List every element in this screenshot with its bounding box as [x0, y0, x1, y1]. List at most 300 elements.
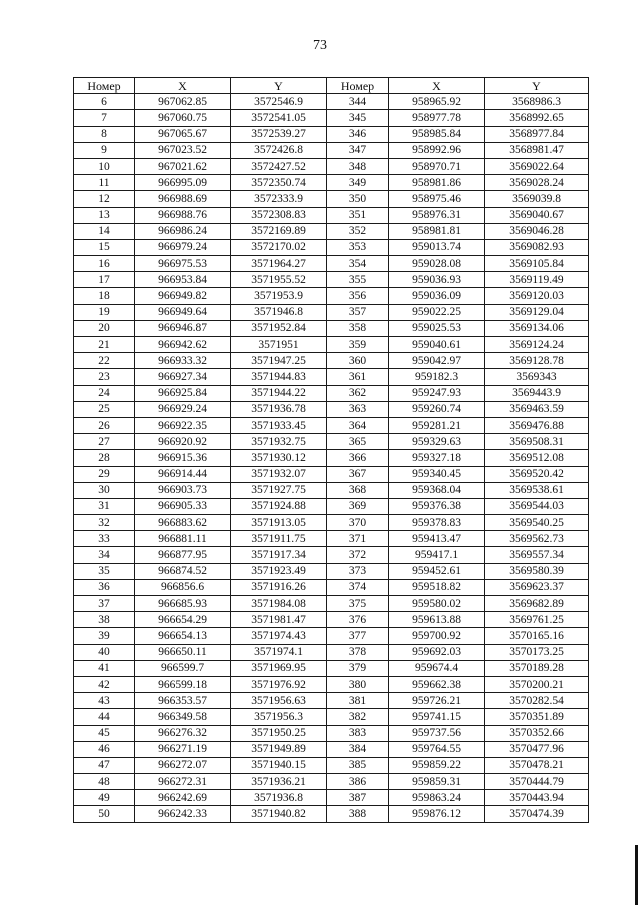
cell-number-right: 345 — [327, 110, 389, 126]
cell-x-left: 966271.19 — [135, 741, 231, 757]
header-x-left: X — [135, 78, 231, 94]
cell-number-right: 371 — [327, 531, 389, 547]
cell-y-right: 3569124.24 — [485, 337, 589, 353]
cell-number-left: 15 — [74, 239, 135, 255]
cell-y-left: 3571984.08 — [231, 596, 327, 612]
cell-y-right: 3570165.16 — [485, 628, 589, 644]
cell-y-left: 3571951 — [231, 337, 327, 353]
cell-x-right: 959413.47 — [389, 531, 485, 547]
cell-number-left: 17 — [74, 272, 135, 288]
cell-x-right: 959726.21 — [389, 693, 485, 709]
cell-x-right: 959260.74 — [389, 401, 485, 417]
cell-number-left: 39 — [74, 628, 135, 644]
cell-number-left: 10 — [74, 158, 135, 174]
cell-x-left: 966922.35 — [135, 417, 231, 433]
header-y-left: Y — [231, 78, 327, 94]
header-x-right: X — [389, 78, 485, 94]
cell-number-left: 22 — [74, 353, 135, 369]
cell-y-left: 3571976.92 — [231, 676, 327, 692]
cell-y-right: 3569508.31 — [485, 434, 589, 450]
cell-x-right: 959327.18 — [389, 450, 485, 466]
cell-x-left: 966599.7 — [135, 660, 231, 676]
table-row — [74, 288, 589, 304]
cell-y-left: 3571911.75 — [231, 531, 327, 547]
cell-y-right: 3569028.24 — [485, 175, 589, 191]
cell-x-right: 959613.88 — [389, 612, 485, 628]
cell-y-right: 3569129.04 — [485, 304, 589, 320]
cell-number-left: 16 — [74, 256, 135, 272]
cell-number-left: 30 — [74, 482, 135, 498]
cell-y-left: 3571950.25 — [231, 725, 327, 741]
table-row — [74, 547, 589, 563]
table-row — [74, 175, 589, 191]
cell-x-left: 966927.34 — [135, 369, 231, 385]
cell-x-right: 959692.03 — [389, 644, 485, 660]
cell-x-right: 959662.38 — [389, 676, 485, 692]
header-number-right: Номер — [327, 78, 389, 94]
cell-y-left: 3571974.1 — [231, 644, 327, 660]
cell-y-right: 3569119.49 — [485, 272, 589, 288]
cell-y-left: 3572426.8 — [231, 142, 327, 158]
cell-number-left: 43 — [74, 693, 135, 709]
cell-number-right: 351 — [327, 207, 389, 223]
cell-number-right: 372 — [327, 547, 389, 563]
table-row — [74, 450, 589, 466]
table-row — [74, 110, 589, 126]
cell-x-left: 966929.24 — [135, 401, 231, 417]
table-row — [74, 628, 589, 644]
cell-x-right: 959247.93 — [389, 385, 485, 401]
cell-number-left: 41 — [74, 660, 135, 676]
cell-number-right: 380 — [327, 676, 389, 692]
cell-x-left: 967062.85 — [135, 94, 231, 110]
cell-x-right: 959376.38 — [389, 498, 485, 514]
cell-x-right: 958981.86 — [389, 175, 485, 191]
cell-number-right: 377 — [327, 628, 389, 644]
cell-x-left: 966856.6 — [135, 579, 231, 595]
cell-y-left: 3571956.3 — [231, 709, 327, 725]
cell-number-right: 384 — [327, 741, 389, 757]
table-row — [74, 806, 589, 822]
cell-number-right: 374 — [327, 579, 389, 595]
cell-x-left: 966915.36 — [135, 450, 231, 466]
cell-x-left: 966942.62 — [135, 337, 231, 353]
cell-x-right: 958970.71 — [389, 158, 485, 174]
cell-number-left: 31 — [74, 498, 135, 514]
cell-number-right: 362 — [327, 385, 389, 401]
cell-x-right: 959368.04 — [389, 482, 485, 498]
cell-number-left: 47 — [74, 757, 135, 773]
cell-number-left: 7 — [74, 110, 135, 126]
cell-number-left: 45 — [74, 725, 135, 741]
header-number-left: Номер — [74, 78, 135, 94]
cell-x-left: 966914.44 — [135, 466, 231, 482]
cell-number-right: 349 — [327, 175, 389, 191]
header-y-right: Y — [485, 78, 589, 94]
table-row — [74, 790, 589, 806]
cell-number-right: 379 — [327, 660, 389, 676]
cell-number-left: 34 — [74, 547, 135, 563]
cell-x-right: 959036.93 — [389, 272, 485, 288]
table-row — [74, 142, 589, 158]
cell-y-left: 3571944.22 — [231, 385, 327, 401]
cell-x-left: 966242.33 — [135, 806, 231, 822]
cell-y-left: 3571927.75 — [231, 482, 327, 498]
table-row — [74, 417, 589, 433]
cell-y-right: 3569540.25 — [485, 515, 589, 531]
cell-x-left: 966949.82 — [135, 288, 231, 304]
cell-y-right: 3569580.39 — [485, 563, 589, 579]
cell-y-right: 3570474.39 — [485, 806, 589, 822]
table-row — [74, 774, 589, 790]
cell-y-left: 3571952.84 — [231, 320, 327, 336]
cell-x-left: 966654.29 — [135, 612, 231, 628]
cell-number-left: 27 — [74, 434, 135, 450]
cell-number-right: 364 — [327, 417, 389, 433]
cell-x-left: 966883.62 — [135, 515, 231, 531]
page-number: 73 — [313, 38, 327, 53]
table-row — [74, 320, 589, 336]
cell-y-right: 3569544.03 — [485, 498, 589, 514]
cell-y-left: 3571949.89 — [231, 741, 327, 757]
cell-x-right: 959859.22 — [389, 757, 485, 773]
cell-number-right: 388 — [327, 806, 389, 822]
cell-x-right: 959700.92 — [389, 628, 485, 644]
cell-number-right: 353 — [327, 239, 389, 255]
cell-x-left: 966905.33 — [135, 498, 231, 514]
table-row — [74, 579, 589, 595]
cell-number-left: 24 — [74, 385, 135, 401]
table-row — [74, 401, 589, 417]
cell-number-right: 344 — [327, 94, 389, 110]
cell-y-right: 3569557.34 — [485, 547, 589, 563]
cell-y-left: 3572427.52 — [231, 158, 327, 174]
cell-number-right: 370 — [327, 515, 389, 531]
cell-x-right: 959580.02 — [389, 596, 485, 612]
table-row — [74, 693, 589, 709]
cell-number-right: 376 — [327, 612, 389, 628]
cell-number-left: 36 — [74, 579, 135, 595]
cell-number-right: 348 — [327, 158, 389, 174]
cell-x-right: 959040.61 — [389, 337, 485, 353]
cell-y-right: 3569105.84 — [485, 256, 589, 272]
cell-y-right: 3569463.59 — [485, 401, 589, 417]
cell-x-left: 966349.58 — [135, 709, 231, 725]
table-row — [74, 482, 589, 498]
table-row — [74, 337, 589, 353]
cell-y-left: 3571923.49 — [231, 563, 327, 579]
cell-y-right: 3569046.28 — [485, 223, 589, 239]
cell-number-left: 32 — [74, 515, 135, 531]
cell-x-left: 967023.52 — [135, 142, 231, 158]
cell-x-left: 966272.07 — [135, 757, 231, 773]
cell-x-right: 959022.25 — [389, 304, 485, 320]
cell-x-left: 966877.95 — [135, 547, 231, 563]
cell-x-left: 966272.31 — [135, 774, 231, 790]
cell-y-left: 3571916.26 — [231, 579, 327, 595]
cell-number-right: 346 — [327, 126, 389, 142]
table-body — [74, 94, 589, 822]
cell-y-right: 3569134.06 — [485, 320, 589, 336]
cell-number-left: 50 — [74, 806, 135, 822]
cell-x-left: 966353.57 — [135, 693, 231, 709]
table-row — [74, 223, 589, 239]
cell-number-right: 352 — [327, 223, 389, 239]
cell-number-right: 347 — [327, 142, 389, 158]
cell-number-left: 21 — [74, 337, 135, 353]
cell-y-right: 3570478.21 — [485, 757, 589, 773]
cell-x-right: 958976.31 — [389, 207, 485, 223]
cell-y-left: 3572308.83 — [231, 207, 327, 223]
cell-x-right: 959863.24 — [389, 790, 485, 806]
cell-y-right: 3570351.89 — [485, 709, 589, 725]
table-row — [74, 239, 589, 255]
cell-number-right: 386 — [327, 774, 389, 790]
cell-number-left: 48 — [74, 774, 135, 790]
cell-number-right: 358 — [327, 320, 389, 336]
table-row — [74, 369, 589, 385]
cell-number-left: 33 — [74, 531, 135, 547]
cell-number-left: 8 — [74, 126, 135, 142]
cell-x-right: 958975.46 — [389, 191, 485, 207]
cell-y-right: 3569120.03 — [485, 288, 589, 304]
cell-y-right: 3568986.3 — [485, 94, 589, 110]
cell-number-left: 11 — [74, 175, 135, 191]
cell-x-right: 959036.09 — [389, 288, 485, 304]
cell-x-left: 966685.93 — [135, 596, 231, 612]
table-row — [74, 256, 589, 272]
cell-number-right: 375 — [327, 596, 389, 612]
cell-x-right: 959452.61 — [389, 563, 485, 579]
cell-y-right: 3570189.28 — [485, 660, 589, 676]
cell-x-left: 966599.18 — [135, 676, 231, 692]
cell-x-left: 967060.75 — [135, 110, 231, 126]
cell-y-left: 3572546.9 — [231, 94, 327, 110]
table-row — [74, 757, 589, 773]
cell-number-left: 46 — [74, 741, 135, 757]
cell-number-left: 12 — [74, 191, 135, 207]
cell-x-right: 959737.56 — [389, 725, 485, 741]
cell-y-left: 3571913.05 — [231, 515, 327, 531]
cell-x-left: 966874.52 — [135, 563, 231, 579]
cell-x-left: 966988.69 — [135, 191, 231, 207]
cell-y-left: 3571955.52 — [231, 272, 327, 288]
table-row — [74, 725, 589, 741]
cell-y-right: 3569040.67 — [485, 207, 589, 223]
table-row — [74, 94, 589, 110]
table-row — [74, 644, 589, 660]
cell-y-left: 3571940.15 — [231, 757, 327, 773]
cell-number-right: 387 — [327, 790, 389, 806]
scan-edge-mark — [635, 845, 638, 905]
cell-number-left: 28 — [74, 450, 135, 466]
cell-x-left: 966920.92 — [135, 434, 231, 450]
cell-y-left: 3571932.07 — [231, 466, 327, 482]
cell-y-right: 3570200.21 — [485, 676, 589, 692]
cell-y-left: 3571924.88 — [231, 498, 327, 514]
cell-number-left: 9 — [74, 142, 135, 158]
cell-x-right: 959518.82 — [389, 579, 485, 595]
cell-number-right: 361 — [327, 369, 389, 385]
cell-number-right: 368 — [327, 482, 389, 498]
cell-y-right: 3568981.47 — [485, 142, 589, 158]
cell-y-left: 3571953.9 — [231, 288, 327, 304]
cell-number-right: 382 — [327, 709, 389, 725]
cell-y-right: 3569022.64 — [485, 158, 589, 174]
cell-y-right: 3569443.9 — [485, 385, 589, 401]
cell-y-left: 3571974.43 — [231, 628, 327, 644]
table-row — [74, 612, 589, 628]
cell-number-left: 25 — [74, 401, 135, 417]
cell-x-right: 959378.83 — [389, 515, 485, 531]
cell-number-left: 38 — [74, 612, 135, 628]
cell-x-left: 966975.53 — [135, 256, 231, 272]
cell-number-left: 42 — [74, 676, 135, 692]
cell-number-left: 6 — [74, 94, 135, 110]
cell-x-left: 966988.76 — [135, 207, 231, 223]
cell-x-left: 966654.13 — [135, 628, 231, 644]
cell-y-right: 3570477.96 — [485, 741, 589, 757]
cell-y-left: 3571964.27 — [231, 256, 327, 272]
cell-y-left: 3571936.21 — [231, 774, 327, 790]
cell-y-left: 3571956.63 — [231, 693, 327, 709]
cell-x-right: 959417.1 — [389, 547, 485, 563]
cell-number-right: 355 — [327, 272, 389, 288]
cell-y-right: 3569039.8 — [485, 191, 589, 207]
table-row — [74, 304, 589, 320]
cell-number-right: 383 — [327, 725, 389, 741]
cell-y-right: 3570444.79 — [485, 774, 589, 790]
cell-y-right: 3569538.61 — [485, 482, 589, 498]
cell-y-right: 3569082.93 — [485, 239, 589, 255]
cell-y-left: 3571946.8 — [231, 304, 327, 320]
cell-y-left: 3571969.95 — [231, 660, 327, 676]
cell-y-left: 3572539.27 — [231, 126, 327, 142]
cell-y-right: 3569476.88 — [485, 417, 589, 433]
cell-x-left: 966881.11 — [135, 531, 231, 547]
cell-x-right: 959042.97 — [389, 353, 485, 369]
cell-x-left: 966953.84 — [135, 272, 231, 288]
cell-x-left: 966949.64 — [135, 304, 231, 320]
cell-number-left: 19 — [74, 304, 135, 320]
cell-number-right: 357 — [327, 304, 389, 320]
cell-y-right: 3569512.08 — [485, 450, 589, 466]
cell-y-right: 3569562.73 — [485, 531, 589, 547]
cell-number-right: 356 — [327, 288, 389, 304]
table-row — [74, 434, 589, 450]
table-row — [74, 709, 589, 725]
table-header-row — [74, 78, 589, 94]
table-row — [74, 353, 589, 369]
cell-x-left: 966995.09 — [135, 175, 231, 191]
cell-y-left: 3571947.25 — [231, 353, 327, 369]
cell-x-right: 959340.45 — [389, 466, 485, 482]
cell-x-left: 966276.32 — [135, 725, 231, 741]
cell-y-left: 3572170.02 — [231, 239, 327, 255]
table-row — [74, 272, 589, 288]
cell-x-right: 959876.12 — [389, 806, 485, 822]
cell-number-left: 14 — [74, 223, 135, 239]
coordinates-table — [73, 77, 589, 823]
cell-number-left: 20 — [74, 320, 135, 336]
cell-number-right: 369 — [327, 498, 389, 514]
cell-number-left: 40 — [74, 644, 135, 660]
cell-number-right: 385 — [327, 757, 389, 773]
cell-number-right: 373 — [327, 563, 389, 579]
cell-number-right: 365 — [327, 434, 389, 450]
cell-x-right: 958992.96 — [389, 142, 485, 158]
cell-number-left: 18 — [74, 288, 135, 304]
table-row — [74, 207, 589, 223]
cell-x-right: 958985.84 — [389, 126, 485, 142]
cell-x-right: 958965.92 — [389, 94, 485, 110]
cell-y-left: 3571936.8 — [231, 790, 327, 806]
cell-x-right: 958977.78 — [389, 110, 485, 126]
cell-x-right: 959013.74 — [389, 239, 485, 255]
cell-x-left: 967065.67 — [135, 126, 231, 142]
cell-y-right: 3570443.94 — [485, 790, 589, 806]
cell-number-right: 354 — [327, 256, 389, 272]
cell-y-right: 3570173.25 — [485, 644, 589, 660]
table-row — [74, 596, 589, 612]
table-row — [74, 676, 589, 692]
cell-x-left: 966979.24 — [135, 239, 231, 255]
cell-y-left: 3572541.05 — [231, 110, 327, 126]
cell-y-right: 3570352.66 — [485, 725, 589, 741]
cell-y-left: 3571944.83 — [231, 369, 327, 385]
cell-x-left: 966650.11 — [135, 644, 231, 660]
cell-x-left: 966925.84 — [135, 385, 231, 401]
table-row — [74, 498, 589, 514]
cell-x-left: 966933.32 — [135, 353, 231, 369]
cell-y-right: 3569682.89 — [485, 596, 589, 612]
cell-x-left: 967021.62 — [135, 158, 231, 174]
cell-x-right: 959025.53 — [389, 320, 485, 336]
cell-y-left: 3571936.78 — [231, 401, 327, 417]
cell-y-left: 3572333.9 — [231, 191, 327, 207]
cell-x-left: 966946.87 — [135, 320, 231, 336]
cell-y-left: 3571940.82 — [231, 806, 327, 822]
cell-y-right: 3569343 — [485, 369, 589, 385]
table-row — [74, 385, 589, 401]
cell-number-left: 44 — [74, 709, 135, 725]
cell-y-left: 3571981.47 — [231, 612, 327, 628]
cell-x-right: 959674.4 — [389, 660, 485, 676]
table-row — [74, 741, 589, 757]
cell-number-right: 367 — [327, 466, 389, 482]
cell-x-right: 959329.63 — [389, 434, 485, 450]
cell-x-right: 958981.81 — [389, 223, 485, 239]
cell-y-left: 3572350.74 — [231, 175, 327, 191]
cell-y-right: 3569761.25 — [485, 612, 589, 628]
table-row — [74, 515, 589, 531]
cell-number-left: 13 — [74, 207, 135, 223]
cell-y-right: 3568992.65 — [485, 110, 589, 126]
cell-y-right: 3569128.78 — [485, 353, 589, 369]
cell-number-left: 49 — [74, 790, 135, 806]
cell-x-right: 959741.15 — [389, 709, 485, 725]
cell-number-right: 381 — [327, 693, 389, 709]
cell-number-left: 35 — [74, 563, 135, 579]
cell-y-left: 3571930.12 — [231, 450, 327, 466]
cell-x-right: 959182.3 — [389, 369, 485, 385]
cell-x-right: 959281.21 — [389, 417, 485, 433]
table-row — [74, 466, 589, 482]
cell-y-left: 3572169.89 — [231, 223, 327, 239]
cell-number-right: 350 — [327, 191, 389, 207]
cell-number-right: 366 — [327, 450, 389, 466]
cell-x-left: 966242.69 — [135, 790, 231, 806]
